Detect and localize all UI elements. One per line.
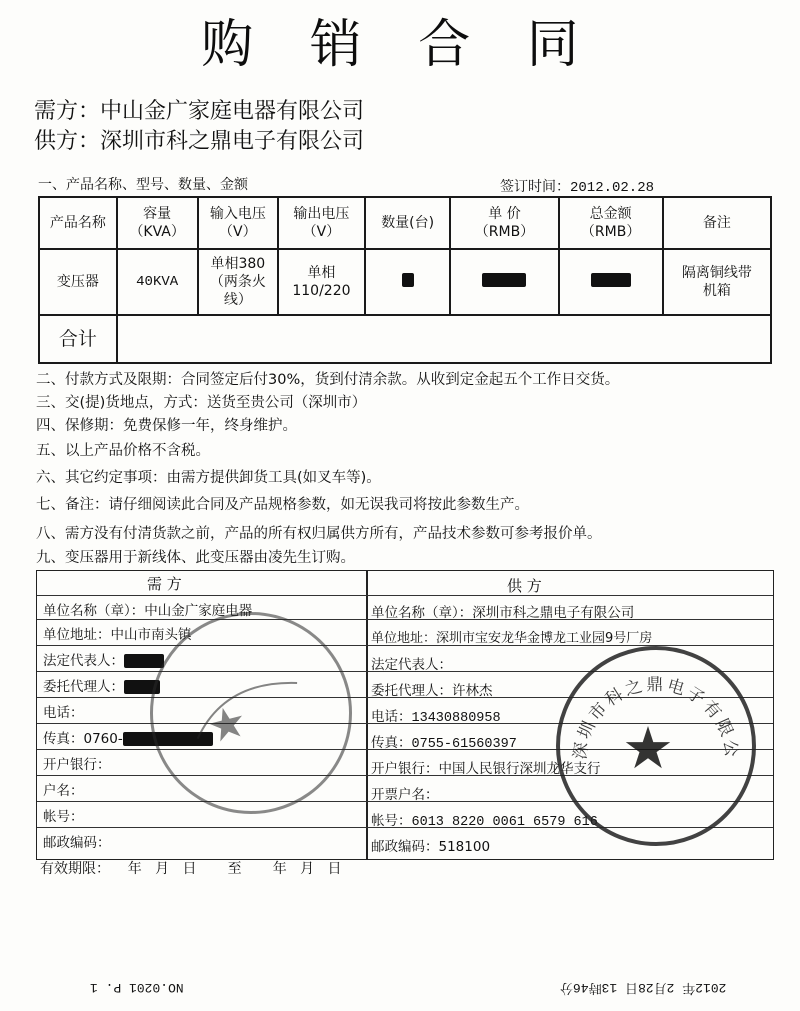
seller-bank: 开户银行：中国人民银行深圳龙华支行 (371, 761, 601, 777)
clause-2: 二、付款方式及限期：合同签定后付30%，货到付清余款。从收到定金起五个工作日交货。 (36, 372, 620, 388)
cell-capacity: 40KVA (117, 249, 198, 315)
clause-6: 六、其它约定事项：由需方提供卸货工具(如叉车等)。 (36, 470, 381, 486)
buyer-agent: 委托代理人： (43, 675, 160, 695)
document-title: 购 销 合 同 (201, 15, 599, 75)
clause-3: 三、交(提)货地点，方式：送货至贵公司（深圳市） (36, 395, 367, 411)
seller-seal-graphic (560, 650, 752, 842)
fax-footer-timestamp: 2012年 2月28日 13時46分 (560, 980, 727, 995)
section-1-title: 一、产品名称、型号、数量、金额 (38, 177, 248, 193)
th-input-voltage: 输入电压 （V） (198, 197, 278, 249)
cell-remarks: 隔离铜线带 机箱 (663, 249, 771, 315)
seller-address: 单位地址：深圳市宝安龙华金博龙工业园9号厂房 (371, 631, 653, 646)
buyer-fax: 传真：0760- (43, 727, 213, 747)
buyer-phone: 电话： (43, 705, 84, 721)
buyer-address: 单位地址：中山市南头镇 (43, 627, 192, 643)
th-output-voltage: 输出电压 （V） (278, 197, 365, 249)
table-total-row (39, 315, 771, 363)
buyer-postcode: 邮政编码： (43, 835, 111, 851)
th-product-name: 产品名称 (39, 197, 117, 249)
th-capacity: 容量 （KVA） (117, 197, 198, 249)
grid-divider (366, 571, 368, 859)
redaction-mark (402, 273, 414, 287)
seller-agent: 委托代理人：许林杰 (371, 683, 493, 699)
cell-input-voltage: 单相380 （两条火 线） (198, 249, 278, 315)
buyer-header: 需 方 (147, 575, 182, 593)
total-value (117, 315, 771, 363)
buyer-account-no: 帐号： (43, 809, 84, 825)
th-total-amount: 总金额 （RMB） (559, 197, 663, 249)
buyer-legal-rep: 法定代表人： (43, 649, 164, 669)
seller-company-seal (556, 646, 756, 846)
table-row (39, 249, 771, 315)
grid-rule (37, 595, 773, 596)
cell-output-voltage: 单相 110/220 (278, 249, 365, 315)
sign-date: 签订时间：2012.02.28 (500, 180, 655, 196)
seller-party: 供方：深圳市科之鼎电子有限公司 (34, 129, 365, 154)
redaction-mark (482, 273, 526, 287)
clause-8: 八、需方没有付清货款之前，产品的所有权归属供方所有，产品技术参数可参考报价单。 (36, 526, 602, 542)
clause-4: 四、保修期：免费保修一年，终身维护。 (36, 418, 297, 434)
buyer-bank: 开户银行： (43, 757, 111, 773)
th-quantity: 数量(台) (365, 197, 451, 249)
seller-legal-rep: 法定代表人： (371, 657, 452, 673)
buyer-unit-name: 单位名称（章）：中山金广家庭电器 (43, 603, 253, 619)
clause-5: 五、以上产品价格不含税。 (36, 443, 210, 459)
cell-total-amount (559, 249, 663, 315)
clause-7: 七、备注：请仔细阅读此合同及产品规格参数，如无误我司将按此参数生产。 (36, 497, 529, 513)
redaction-mark (591, 273, 631, 287)
th-remarks: 备注 (663, 197, 771, 249)
validity-period: 有效期限： 年 月 日 至 年 月 日 (40, 861, 342, 877)
seller-account-no: 帐号：6013 8220 0061 6579 616 (371, 815, 598, 830)
buyer-party: 需方：中山金广家庭电器有限公司 (34, 99, 365, 124)
product-table (38, 196, 772, 364)
total-label: 合计 (39, 315, 117, 363)
table-header-row (39, 197, 771, 249)
cell-unit-price (450, 249, 558, 315)
th-unit-price: 单 价 （RMB） (450, 197, 558, 249)
fax-footer-page: NO.0201 P. 1 (90, 980, 184, 995)
buyer-account-name: 户名： (43, 783, 84, 799)
seller-unit-name: 单位名称（章）：深圳市科之鼎电子有限公司 (371, 605, 635, 621)
seller-account-name: 开票户名： (371, 787, 439, 803)
seller-phone: 电话：13430880958 (371, 711, 501, 726)
cell-quantity (365, 249, 451, 315)
seller-fax: 传真：0755-61560397 (371, 737, 517, 752)
cell-product: 变压器 (39, 249, 117, 315)
svg-text:★: ★ (622, 714, 674, 782)
seller-header: 供 方 (507, 577, 542, 595)
svg-text:★: ★ (201, 695, 253, 755)
clause-9: 九、变压器用于新线体、此变压器由凌先生订购。 (36, 550, 355, 566)
seller-postcode: 邮政编码：518100 (371, 839, 491, 855)
seller-seal-text: 深圳市科之鼎电子有限公 (570, 674, 742, 762)
